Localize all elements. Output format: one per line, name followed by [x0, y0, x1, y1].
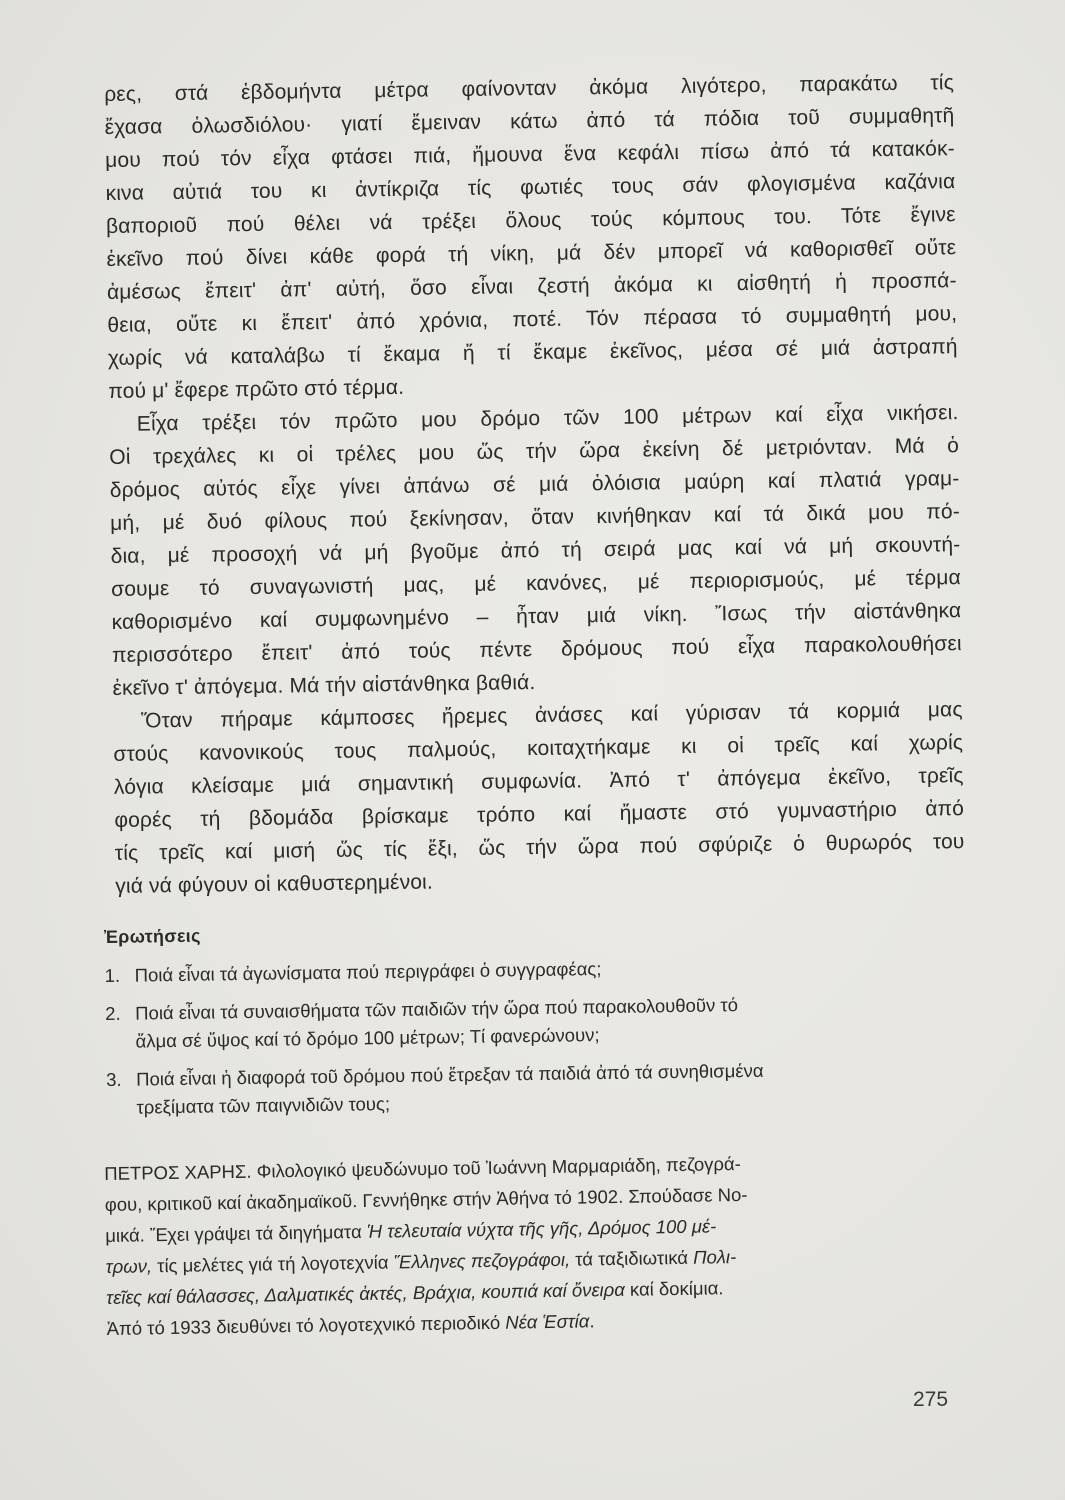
- bio-text: καί δοκίμια.: [624, 1277, 724, 1300]
- page-number: 275: [913, 1388, 949, 1411]
- bio-text: ΠΕΤΡΟΣ ΧΑΡΗΣ. Φιλολογικό ψευδώνυμο τοῦ Ἰωάννη Μαρμαριάδη, πεζογρά-: [104, 1152, 741, 1184]
- question-text: Ποιά εἶναι τά συναισθήματα τῶν παιδιῶν τήν ὥρα πού παρακολουθοῦν τό ἅλμα σέ ὕψος καί τό δρόμο 100 μέτρων; Τί φανερώνουν;: [135, 994, 739, 1052]
- questions-heading: Ἐρωτήσεις: [104, 925, 201, 947]
- paragraph-2: [109, 396, 963, 705]
- text-line: καθορισμένο καί συμφωνημένο – ἦταν μιά νίκη. Ἴσως τήν αἰστάνθηκα: [111, 599, 962, 634]
- question-number: 1.: [104, 964, 121, 986]
- text-line: ἀμέσως ἔπειτ' ἀπ' αὐτή, ὅσο εἶναι ζεστή ἀκόμα κι αἰσθητή ἡ προσπά-: [106, 269, 957, 304]
- text-line: περισσότερο ἔπειτ' ἀπό τούς πέντε δρόμους πού εἶχα παρακολουθήσει: [111, 632, 962, 667]
- bio-text: φου, κριτικοῦ καί ἀκαδημαϊκοῦ. Γεννήθηκε στήν Ἀθήνα τό 1902. Σπούδασε Νο-: [104, 1183, 748, 1215]
- work-title: Ἕλληνες πεζογράφοι,: [393, 1248, 571, 1273]
- text-line: τίς τρεῖς καί μισή ὥς τίς ἔξι, ὥς τήν ὥρα πού σφύριζε ὁ θυρωρός του: [114, 830, 965, 865]
- text-line: βαποριοῦ πού θέλει νά τρέξει ὅλους τούς κόμπους του. Τότε ἔγινε: [105, 203, 956, 238]
- text-line: φορές τή βδομάδα βρίσκαμε τρόπο καί ἤμαστε στό γυμναστήριο ἀπό: [114, 797, 965, 832]
- text-line: Οἱ τρεχάλες κι οἱ τρέλες μου ὥς τήν ὥρα ἐκείνη δέ μετριόνταν. Μά ὁ: [109, 434, 960, 469]
- work-title: Πολι-: [692, 1246, 737, 1268]
- question-number: 3.: [105, 1068, 122, 1090]
- bio-text: τά ταξιδιωτικά: [569, 1246, 694, 1270]
- question-item: [104, 950, 954, 990]
- text-line: θεια, οὔτε κι ἔπειτ' ἀπό χρόνια, ποτέ. Τόν πέρασα τό συμμαθητή μου,: [107, 302, 958, 337]
- text-line: σουμε τό συναγωνιστή μας, μέ κανόνες, μέ περιορισμούς, μέ τέρμα: [110, 566, 961, 601]
- text-line: ἐκεῖνο πού δίνει κάθε φορά τή νίκη, μά δέν μπορεῖ νά καθορισθεῖ οὔτε: [106, 236, 957, 271]
- text-line: γιά νά φύγουν οἱ καθυστερημένοι.: [115, 870, 434, 898]
- text-line: Ὅταν πήραμε κάμποσες ἤρεμες ἀνάσες καί γύρισαν τά κορμιά μας: [140, 698, 963, 733]
- bio-text: Ἀπό τό 1933 διευθύνει τό λογοτεχνικό περιοδικό: [106, 1311, 506, 1339]
- question-item: [106, 1054, 957, 1122]
- story-text: [104, 66, 965, 903]
- bio-text: τίς μελέτες γιά τή λογοτεχνία: [151, 1251, 394, 1277]
- question-number: 2.: [105, 1002, 121, 1024]
- paragraph-3: [113, 693, 966, 903]
- text-line: Εἶχα τρέξει τόν πρῶτο μου δρόμο τῶν 100 μέτρων καί εἶχα νικήσει.: [136, 401, 959, 436]
- author-bio: [104, 1145, 957, 1344]
- text-line: δρόμος αὐτός εἶχε γίνει ἀπάνω σέ μιά ὁλόισια μαύρη καί πλατιά γραμ-: [109, 467, 960, 502]
- bio-text: μικά. Ἔχει γράψει τά διηγήματα: [105, 1220, 368, 1246]
- text-line: μου πού τόν εἶχα φτάσει πιά, ἤμουνα ἕνα κεφάλι πίσω ἀπό τά κατακόκ-: [104, 137, 955, 172]
- journal-title: Νέα Ἑστία: [505, 1310, 590, 1333]
- work-title: Ἡ τελευταία νύχτα τῆς γῆς, Δρόμος 100 μέ-: [366, 1215, 717, 1242]
- text-line: ρες, στά ἑβδομήντα μέτρα φαίνονταν ἀκόμα λιγότερο, παρακάτω τίς: [104, 71, 955, 106]
- text-line: χωρίς νά καταλάβω τί ἔκαμα ἤ τί ἔκαμε ἐκεῖνος, μέσα σέ μιά ἀστραπή: [107, 335, 958, 370]
- paragraph-1: [104, 66, 959, 408]
- text-line: μή, μέ δυό φίλους πού ξεκίνησαν, ὅταν κινήθηκαν καί τά δικά μου πό-: [110, 500, 961, 535]
- bio-text: .: [589, 1310, 595, 1332]
- question-item: [105, 988, 956, 1056]
- questions-section: [104, 915, 957, 1132]
- text-line: ἔχασα ὁλωσδιόλου· γιατί ἔμειναν κάτω ἀπό τά πόδια τοῦ συμμαθητῆ: [104, 104, 955, 139]
- text-line: κινα αὐτιά του κι ἀντίκριζα τίς φωτιές τους σάν φλογισμένα καζάνια: [105, 170, 956, 205]
- text-line: λόγια κλείσαμε μιά σημαντική συμφωνία. Ἀπό τ' ἀπόγεμα ἐκεῖνο, τρεῖς: [113, 764, 964, 799]
- work-title: τρων,: [105, 1255, 153, 1277]
- question-text: Ποιά εἶναι τά ἀγωνίσματα πού περιγράφει ὁ συγγραφέας;: [134, 958, 602, 986]
- question-text: Ποιά εἶναι ἡ διαφορά τοῦ δρόμου πού ἔτρεξαν τά παιδιά ἀπό τά συνηθισμένα τρεξίματα τῶν παιγνιδιῶν τους;: [135, 1059, 764, 1118]
- text-line: στούς κανονικούς τους παλμούς, κοιταχτήκαμε κι οἱ τρεῖς καί χωρίς: [113, 731, 964, 766]
- work-title: τεῖες καί θάλασσες, Δαλματικές ἀκτές, Βράχια, κουπιά καί ὄνειρα: [106, 1278, 625, 1308]
- text-line: δια, μέ προσοχή νά μή βγοῦμε ἀπό τή σειρά μας καί νά μή σκουντή-: [110, 533, 961, 568]
- text-line: πού μ' ἔφερε πρῶτο στό τέρμα.: [108, 375, 405, 403]
- text-line: ἐκεῖνο τ' ἀπόγεμα. Μά τήν αἰστάνθηκα βαθιά.: [112, 671, 536, 700]
